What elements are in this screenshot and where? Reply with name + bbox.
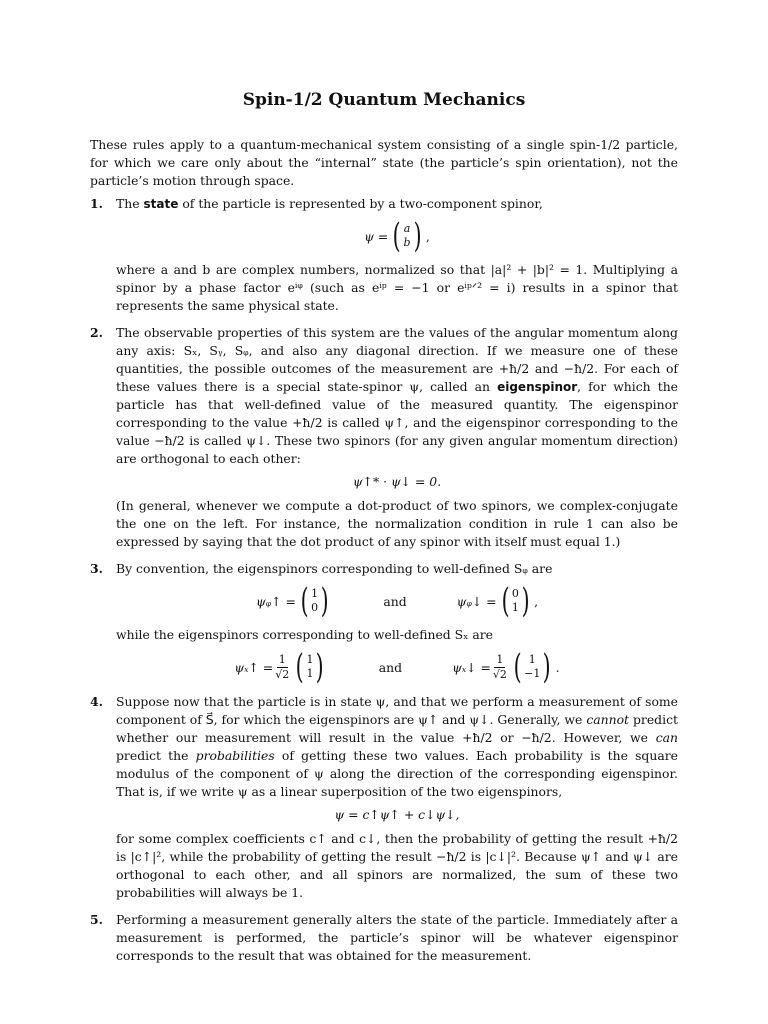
rule-number: 1. [90,196,103,211]
vector-entry: a [403,222,411,235]
equation-lhs: ψᵩ↑ = [255,593,296,609]
equation-lhs: ψₓ↓ = [452,659,491,675]
equation-tail: , [425,228,430,244]
equation-tail: . [555,659,560,675]
column-vector [293,647,327,687]
fraction-numerator: 1 [278,652,286,666]
vector-entry: 1 [306,667,314,680]
rule-text [116,195,678,213]
rule-2 [90,324,678,551]
keyword: state [143,197,179,211]
rule-number: 5. [90,912,103,927]
right-paren: ) [521,581,530,621]
rules-list [90,195,678,965]
left-paren: ( [513,647,522,687]
text-run: , for which the particle has that well-defined value of the measured quantity. The eigenspinor corresponding to the value +ħ/2 is called ψ↑, and the eigenspinor corresponding to the value −ħ/2 is called ψ↓. These two spinors (for any given angular momentum direction) are orthogonal to each other: [116,379,679,466]
column-vector [499,581,533,621]
vector-entry: 0 [511,587,519,600]
right-paren: ) [543,647,552,687]
equation-connector: and [378,659,403,675]
fraction-denominator: √2 [275,667,290,681]
equation [116,474,678,489]
equation [116,647,678,687]
fraction-numerator: 1 [496,652,504,666]
right-paren: ) [320,581,329,621]
fraction [275,653,289,682]
rule-text: (In general, whenever we compute a dot-product of two spinors, we complex-conjugate the one on the left. For instance, the normalization condition in rule 1 can also be expressed by saying that the dot product of any spinor with itself must equal 1.) [116,498,678,549]
text-run: of getting these two values. Each probability is the square modulus of the component of ψ along the direction of the corresponding eigenspinor. That is, if we write ψ as a linear superposition of the two eigenspinors, [116,748,678,799]
rule-number: 2. [90,325,103,340]
text-run: The [116,196,144,211]
right-paren: ) [316,647,325,687]
left-paren: ( [392,216,401,256]
left-paren: ( [300,581,309,621]
text-run: of the particle is represented by a two-component spinor, [178,196,543,211]
equation [116,216,678,256]
vector-entry: 1 [511,601,519,614]
fraction-denominator: √2 [492,667,507,681]
rule-1 [90,195,678,315]
left-paren: ( [295,647,304,687]
rule-text [116,324,678,468]
rule-number: 4. [90,694,103,709]
rule-text: for some complex coefficients c↑ and c↓, then the probability of getting the result +ħ/2 is |c↑|², while the probability of getting the result −ħ/2 is |c↓|². Because ψ↑ and ψ↓ are orthogonal to each other, and all spinors are normalized, the sum of these two probabilities will always be 1. [116,831,678,900]
vector-entry: −1 [524,667,541,680]
column-vector [298,581,332,621]
rule-text: where a and b are complex numbers, normalized so that |a|² + |b|² = 1. Multiplying a spinor by a phase factor eⁱᵠ (such as eⁱᵖ = −1 or eⁱᵖᐟ² = i) results in a spinor that represents the same physical state. [116,262,678,313]
rule-5 [90,911,678,965]
equation-tail: , [534,593,539,609]
rule-3 [90,560,678,687]
emphasis: probabilities [195,748,275,763]
left-paren: ( [501,581,510,621]
equation [116,807,678,822]
vector-entry: 0 [311,601,319,614]
rule-text [116,693,678,801]
text-run: The observable properties of this system are the values of the angular momentum along any axis: Sₓ, Sᵧ, Sᵩ, and also any diagonal direction. If we measure one of these quantities, the possible outcomes of the measurement are +ħ/2 and −ħ/2. For each of these values there is a special state-spinor ψ, called an [116,325,678,394]
equation [116,581,678,621]
vector-entry: 1 [528,653,536,666]
fraction [493,653,507,682]
text-run: predict whether our measurement will result in the value +ħ/2 or −ħ/2. However, we [116,712,678,745]
column-vector [390,216,424,256]
equation-connector: and [383,593,407,609]
rule-text: Performing a measurement generally alters the state of the particle. Immediately after a measurement is performed, the particle’s spinor will be whatever eigenspinor corresponds to the result that was obtained for the measurement. [116,912,678,963]
keyword: eigenspinor [497,380,578,394]
equation-lhs: ψᵩ↓ = [456,593,497,609]
page-title: Spin-1/2 Quantum Mechanics [242,90,526,110]
vector-entry: b [403,236,411,249]
emphasis: cannot [586,712,630,727]
rule-text: while the eigenspinors corresponding to well-defined Sₓ are [116,627,493,642]
equation-lhs: ψₓ↑ = [234,659,274,675]
vector-entry: 1 [311,587,319,600]
equation-lhs: ψ = [364,228,389,244]
text-run: Suppose now that the particle is in state ψ, and that we perform a measurement of some component of S⃗, for which the eigenspinors are ψ↑ and ψ↓. Generally, we [116,694,678,727]
text-run: predict the [116,748,196,763]
rule-4 [90,693,678,902]
intro-paragraph: These rules apply to a quantum-mechanical system consisting of a single spin-1/2 particle, for which we care only about the “internal” state (the particle’s spin orientation), not the particle’s motion through space. [90,137,678,188]
equation-text: ψ = c↑ψ↑ + c↓ψ↓, [334,807,460,822]
rule-number: 3. [90,561,103,576]
emphasis: can [655,730,678,745]
rule-text: By convention, the eigenspinors corresponding to well-defined Sᵩ are [116,561,553,576]
column-vector [511,647,554,687]
equation-text: ψ↑* · ψ↓ = 0. [352,474,442,489]
right-paren: ) [413,216,422,256]
vector-entry: 1 [306,653,314,666]
